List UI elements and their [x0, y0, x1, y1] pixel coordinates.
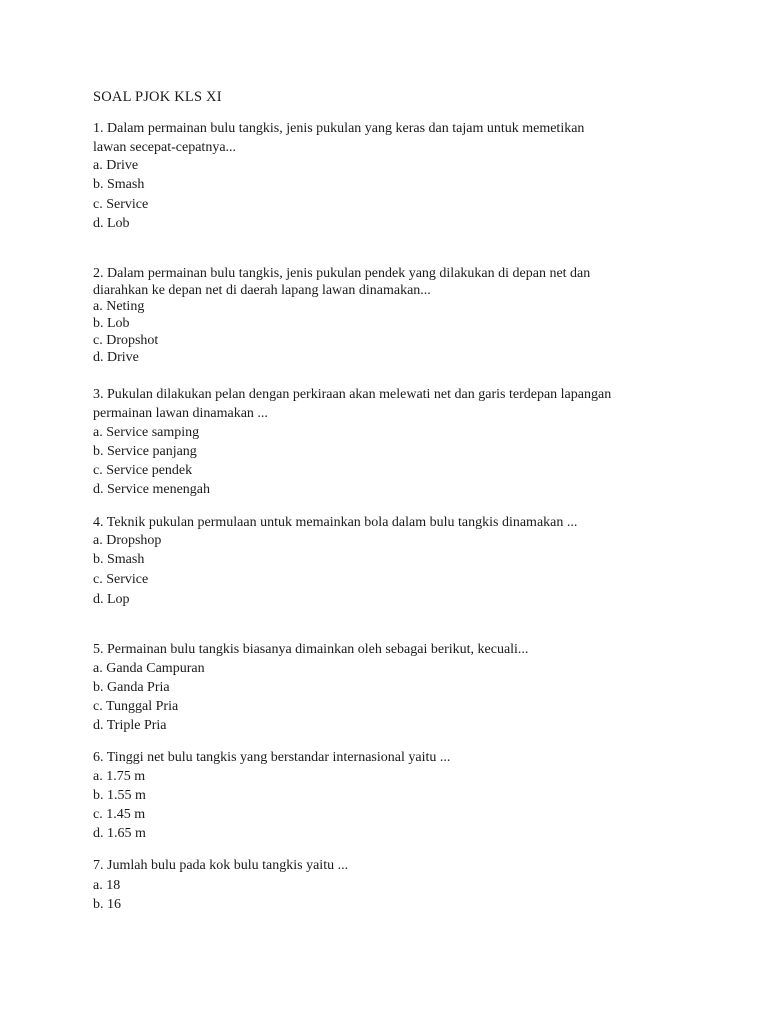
question-1-option-b: b. Smash — [93, 177, 145, 192]
question-3-option-c: c. Service pendek — [93, 463, 193, 478]
question-7-stem: 7. Jumlah bulu pada kok bulu tangkis yaitu ... — [93, 858, 349, 873]
question-3-option-a: a. Service samping — [93, 425, 200, 440]
question-4-option-d: d. Lop — [93, 592, 130, 607]
question-2-option-a: a. Neting — [93, 299, 145, 314]
question-4-option-b: b. Smash — [93, 552, 145, 567]
question-5-option-d: d. Triple Pria — [93, 718, 167, 733]
question-2-option-d: d. Drive — [93, 350, 139, 365]
question-6-option-a: a. 1.75 m — [93, 769, 146, 784]
question-5-option-c: c. Tunggal Pria — [93, 699, 179, 714]
question-3-option-b: b. Service panjang — [93, 444, 197, 459]
question-1-option-d: d. Lob — [93, 216, 130, 231]
question-1-stem-line-1: 1. Dalam permainan bulu tangkis, jenis pukulan yang keras dan tajam untuk memetikan — [93, 121, 585, 136]
question-3-option-d: d. Service menengah — [93, 482, 211, 497]
question-3-stem-line-1: 3. Pukulan dilakukan pelan dengan perkiraan akan melewati net dan garis terdepan lapangan — [93, 387, 612, 402]
question-3-stem-line-2: permainan lawan dinamakan ... — [93, 406, 268, 421]
question-6-option-b: b. 1.55 m — [93, 788, 146, 803]
question-4-option-a: a. Dropshop — [93, 533, 162, 548]
question-4-stem: 4. Teknik pukulan permulaan untuk memainkan bola dalam bulu tangkis dinamakan ... — [93, 515, 578, 530]
question-6-stem: 6. Tinggi net bulu tangkis yang berstandar internasional yaitu ... — [93, 750, 451, 765]
question-1-stem-line-2: lawan secepat-cepatnya... — [93, 140, 237, 155]
question-2-option-c: c. Dropshot — [93, 333, 159, 348]
question-2-option-b: b. Lob — [93, 316, 130, 331]
question-1-option-a: a. Drive — [93, 158, 139, 173]
question-7-option-b: b. 16 — [93, 897, 121, 912]
question-5-option-a: a. Ganda Campuran — [93, 661, 205, 676]
question-7-option-a: a. 18 — [93, 878, 121, 893]
question-2-stem-line-2: diarahkan ke depan net di daerah lapang lawan dinamakan... — [93, 283, 431, 298]
document-title: SOAL PJOK KLS XI — [93, 89, 222, 105]
question-2-stem-line-1: 2. Dalam permainan bulu tangkis, jenis pukulan pendek yang dilakukan di depan net dan — [93, 266, 591, 281]
question-6-option-d: d. 1.65 m — [93, 826, 146, 841]
question-4-option-c: c. Service — [93, 572, 149, 587]
question-5-stem: 5. Permainan bulu tangkis biasanya dimainkan oleh sebagai berikut, kecuali... — [93, 642, 529, 657]
question-6-option-c: c. 1.45 m — [93, 807, 146, 822]
question-1-option-c: c. Service — [93, 197, 149, 212]
question-5-option-b: b. Ganda Pria — [93, 680, 170, 695]
